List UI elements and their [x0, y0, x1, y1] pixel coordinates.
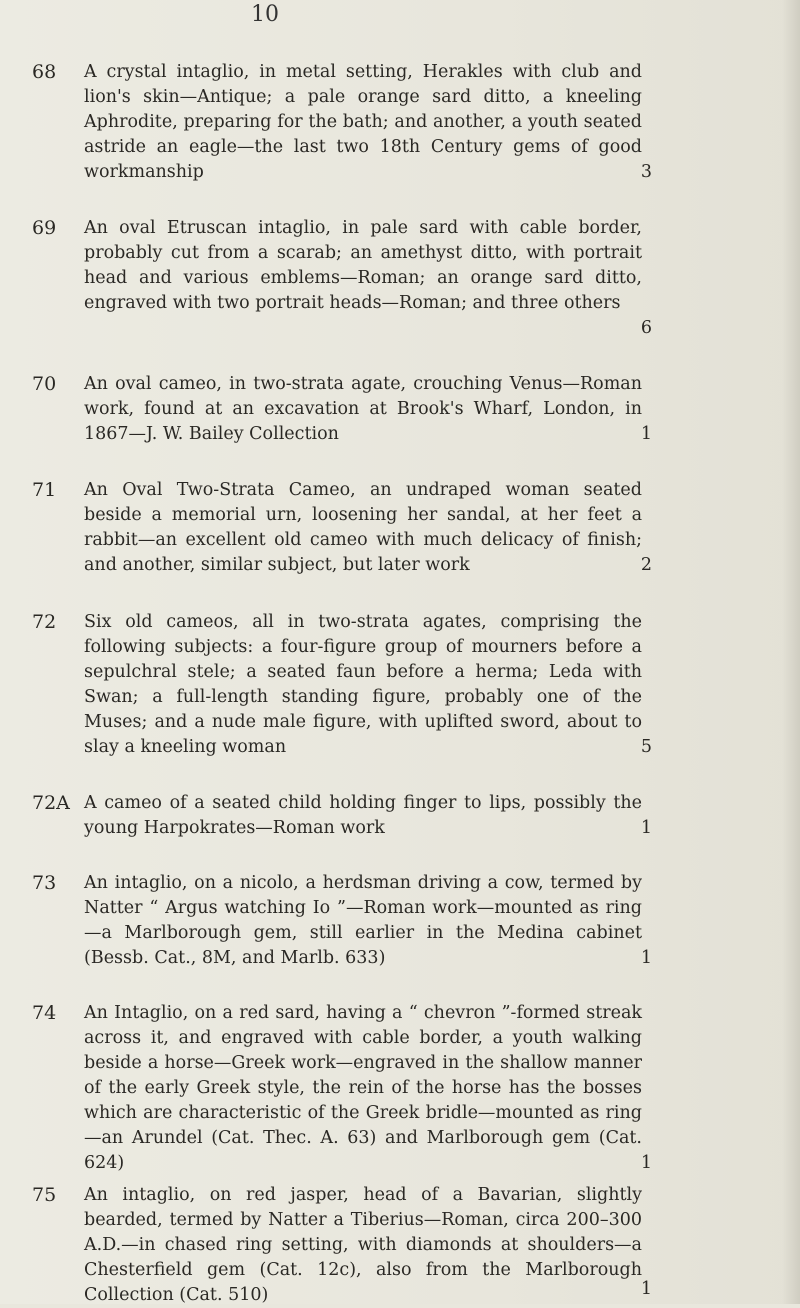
lot-description: An oval Etruscan intaglio, in pale sard with cable border, probably cut from a scarab; an amethyst ditto, with portrait head and various emblems—Roman; an orange sard ditto, engraved with two portrait heads—Roman; and three others: [84, 218, 642, 313]
lot-quantity: 1: [640, 948, 652, 968]
lot-quantity: 6: [640, 318, 652, 338]
lot-description: An oval cameo, in two-strata agate, crouching Venus—Roman work, found at an excavation at Brook's Wharf, London, in 1867—J. W. Bailey Collection: [84, 374, 642, 444]
lot-number: 73: [32, 872, 57, 894]
lot-quantity: 5: [640, 737, 652, 757]
lot-entry: [32, 791, 652, 846]
lot-description: An intaglio, on red jasper, head of a Bavarian, slightly bearded, termed by Natter a Tiberius—Roman, circa 200–300 A.D.—in chased ring setting, with diamonds at shoulders—a Chesterfield gem (Cat. 12c), also from the Marlborough Collection (Cat. 510): [84, 1185, 642, 1305]
lot-description: A crystal intaglio, in metal setting, Herakles with club and lion's skin—Antique; a pale orange sard ditto, a kneeling Aphrodite, preparing for the bath; and another, a youth seated astride an eagle—the last two 18th Century gems of good workmanship: [84, 62, 642, 182]
lot-number: 72A: [32, 792, 70, 814]
lot-entry: [32, 1183, 652, 1305]
lot-quantity: 2: [640, 555, 652, 575]
lot-quantity: 1: [640, 1279, 652, 1299]
lot-number: 74: [32, 1002, 57, 1024]
lot-entry: [32, 372, 652, 452]
lot-description: An Oval Two-Strata Cameo, an undraped woman seated beside a memorial urn, loosening her sandal, at her feet a rabbit—an excellent old cameo with much delicacy of finish; and another, similar subject, but later work: [84, 480, 642, 575]
lot-number: 75: [32, 1184, 57, 1206]
page-edge-shadow: [782, 0, 800, 1304]
lot-quantity: 1: [640, 1153, 652, 1173]
lot-number: 71: [32, 479, 57, 501]
lot-entry: [32, 216, 652, 346]
lot-number: 68: [32, 61, 57, 83]
lot-quantity: 1: [640, 818, 652, 838]
lot-entry: [32, 1001, 652, 1181]
lot-number: 72: [32, 611, 57, 633]
lot-entry: [32, 478, 652, 583]
lot-entry: [32, 871, 652, 976]
lot-quantity: 3: [640, 162, 652, 182]
lot-number: 70: [32, 373, 57, 395]
lot-entry: [32, 610, 652, 765]
lot-quantity: 1: [640, 424, 652, 444]
lot-description: An intaglio, on a nicolo, a herdsman driving a cow, termed by Natter “ Argus watching Io ”—Roman work—mounted as ring—a Marlborough gem, still earlier in the Medina cabinet (Bessb. Cat., 8M, and Marlb. 633): [84, 873, 642, 968]
lot-description: An Intaglio, on a red sard, having a “ chevron ”-formed streak across it, and engraved with cable border, a youth walking beside a horse—Greek work—engraved in the shallow manner of the early Greek style, the rein of the horse has the bosses which are characteristic of the Greek bridle—mounted as ring—an Arundel (Cat. Thec. A. 63) and Marlborough gem (Cat. 624): [84, 1003, 642, 1173]
lot-number: 69: [32, 217, 57, 239]
lot-description: Six old cameos, all in two-strata agates, comprising the following subjects: a four-figure group of mourners before a sepulchral stele; a seated faun before a herma; Leda with Swan; a full-length standing figure, probably one of the Muses; and a nude male figure, with uplifted sword, about to slay a kneeling woman: [84, 612, 642, 757]
page-number: 10: [251, 2, 279, 27]
lot-description: A cameo of a seated child holding finger to lips, possibly the young Harpokrates—Roman work: [84, 793, 642, 838]
lot-entry: [32, 60, 652, 190]
